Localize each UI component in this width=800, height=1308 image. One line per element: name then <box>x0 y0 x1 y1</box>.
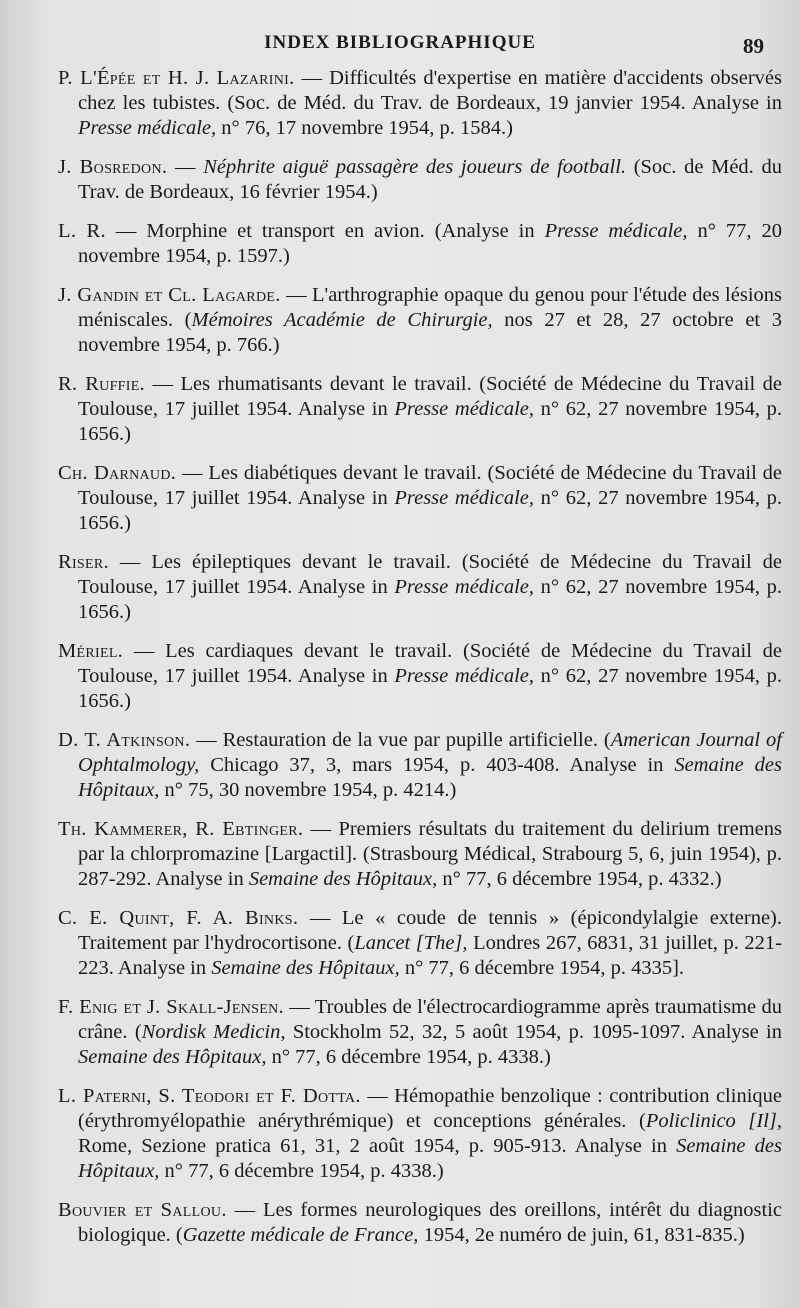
bibliography-entry <box>58 1198 782 1248</box>
bibliography-entry <box>58 66 782 141</box>
entry-text: n° 77, 6 décembre 1954, p. 4332.) <box>437 868 722 890</box>
entry-text: — <box>167 156 204 178</box>
entry-publication: Presse médicale, <box>544 220 688 242</box>
entry-author: P. L'Épée et H. J. Lazarini. <box>58 67 295 89</box>
entry-author: Ch. Darnaud. <box>58 462 177 484</box>
entry-publication: Gazette médicale de France, <box>182 1224 419 1246</box>
entry-text: — Les épileptiques devant le travail. (Société de Médecine du Travail de Toulouse, 17 juillet 1954. Analyse in <box>78 551 782 598</box>
entry-publication: Presse médicale, <box>394 487 535 509</box>
entry-text: 1954, 2e numéro de juin, 61, 831-835.) <box>418 1224 745 1246</box>
page-number: 89 <box>743 34 764 58</box>
bibliography-entry <box>58 155 782 205</box>
entry-publication: Presse médicale, <box>394 398 535 420</box>
entry-text: Londres 267, 6831, 31 juillet, p. 221-223. Analyse in <box>78 932 782 979</box>
entry-text: Chicago 37, 3, mars 1954, p. 403-408. Analyse in <box>199 754 675 776</box>
entry-author: D. T. Atkinson. <box>58 729 191 751</box>
entry-author: Mériel. <box>58 640 124 662</box>
entry-text: n° 77, 20 novembre 1954, p. 1597.) <box>78 220 783 267</box>
entry-publication: Lancet [The], <box>354 932 468 954</box>
page-header <box>0 28 800 58</box>
entry-publication: Presse médicale, <box>78 117 217 139</box>
entry-text: — Les rhumatisants devant le travail. (Société de Médecine du Travail de Toulouse, 17 juillet 1954. Analyse in <box>78 373 782 420</box>
entry-author: L. R. <box>58 220 106 242</box>
entry-publication: Presse médicale, <box>394 665 535 687</box>
bibliography-entry <box>58 639 782 714</box>
bibliography-list <box>58 66 782 1262</box>
bibliography-entry <box>58 817 782 892</box>
entry-text: — Restauration de la vue par pupille artificielle. ( <box>190 729 611 751</box>
entry-text: — Les formes neurologiques des oreillons, intérêt du diagnostic biologique. ( <box>78 1199 782 1246</box>
bibliography-entry <box>58 906 782 981</box>
entry-publication: Policlinico [Il], <box>645 1110 782 1132</box>
entry-publication: Semaine des Hôpitaux, <box>78 1046 267 1068</box>
entry-publication: Semaine des Hôpitaux, <box>78 1135 782 1182</box>
running-title: INDEX BIBLIOGRAPHIQUE <box>264 32 536 53</box>
entry-author: Th. Kammerer, R. Ebtinger. <box>58 818 304 840</box>
entry-text: — Hémopathie benzolique : contribution clinique (érythromyélopathie anérythrémique) et conceptions générales. ( <box>78 1085 782 1132</box>
bibliography-entry <box>58 461 782 536</box>
bibliography-entry <box>58 283 782 358</box>
bibliography-entry <box>58 372 782 447</box>
entry-author: R. Ruffie. <box>58 373 145 395</box>
bibliography-entry <box>58 550 782 625</box>
entry-publication: American Journal of Ophtalmology, <box>78 729 782 776</box>
entry-text: n° 62, 27 novembre 1954, p. 1656.) <box>78 398 782 445</box>
entry-text: — Le « coude de tennis » (épicondylalgie externe). Traitement par l'hydrocortisone. ( <box>78 907 782 954</box>
entry-text: — Morphine et transport en avion. (Analyse in <box>105 220 545 242</box>
entry-text: — L'arthrographie opaque du genou pour l'étude des lésions méniscales. ( <box>78 284 782 331</box>
entry-text: nos 27 et 28, 27 octobre et 3 novembre 1954, p. 766.) <box>78 309 782 356</box>
entry-title-italic: Néphrite aiguë passagère des joueurs de football. <box>203 156 627 178</box>
entry-publication: Mémoires Académie de Chirurgie, <box>191 309 493 331</box>
entry-text: — Troubles de l'électrocardiogramme après traumatisme du crâne. ( <box>78 996 782 1043</box>
entry-author: Riser. <box>58 551 109 573</box>
entry-author: Bouvier et Sallou. <box>58 1199 227 1221</box>
bibliography-entry <box>58 995 782 1070</box>
entry-text: n° 62, 27 novembre 1954, p. 1656.) <box>78 665 782 712</box>
entry-text: (Soc. de Méd. du Trav. de Bordeaux, 16 février 1954.) <box>78 156 782 203</box>
entry-publication: Semaine des Hôpitaux, <box>78 754 782 801</box>
entry-text: — Difficultés d'expertise en matière d'accidents observés chez les tubistes. (Soc. de Méd. du Trav. de Bordeaux, 19 janvier 1954. Analyse in <box>78 67 783 114</box>
entry-text: — Les diabétiques devant le travail. (Société de Médecine du Travail de Toulouse, 17 juillet 1954. Analyse in <box>78 462 783 509</box>
entry-author: J. Bosredon. <box>58 156 168 178</box>
entry-publication: Semaine des Hôpitaux, <box>211 957 400 979</box>
entry-text: n° 62, 27 novembre 1954, p. 1656.) <box>78 576 782 623</box>
entry-text: n° 77, 6 décembre 1954, p. 4335]. <box>399 957 685 979</box>
entry-text: Rome, Sezione pratica 61, 31, 2 août 1954, p. 905-913. Analyse in <box>78 1135 677 1157</box>
entry-author: C. E. Quint, F. A. Binks. <box>58 907 299 929</box>
entry-text: Stockholm 52, 32, 5 août 1954, p. 1095-1097. Analyse in <box>285 1021 783 1043</box>
bibliography-entry <box>58 219 782 269</box>
entry-publication: Nordisk Medicin, <box>141 1021 286 1043</box>
entry-text: n° 77, 6 décembre 1954, p. 4338.) <box>266 1046 551 1068</box>
entry-author: L. Paterni, S. Teodori et F. Dotta. <box>58 1085 361 1107</box>
entry-text: — Les cardiaques devant le travail. (Société de Médecine du Travail de Toulouse, 17 juillet 1954. Analyse in <box>78 640 782 687</box>
entry-author: F. Enig et J. Skall-Jensen. <box>58 996 284 1018</box>
entry-text: n° 75, 30 novembre 1954, p. 4214.) <box>159 779 457 801</box>
entry-text: n° 62, 27 novembre 1954, p. 1656.) <box>78 487 782 534</box>
bibliography-entry <box>58 1084 782 1184</box>
entry-publication: Presse médicale, <box>394 576 535 598</box>
entry-author: J. Gandin et Cl. Lagarde. <box>58 284 281 306</box>
entry-text: n° 77, 6 décembre 1954, p. 4338.) <box>159 1160 444 1182</box>
bibliography-entry <box>58 728 782 803</box>
entry-text: — Premiers résultats du traitement du delirium tremens par la chlorpromazine [Largactil]. (Strasbourg Médical, Strabourg 5, 6, juin 1954), p. 287-292. Analyse in <box>78 818 782 890</box>
entry-text: n° 76, 17 novembre 1954, p. 1584.) <box>216 117 514 139</box>
entry-publication: Semaine des Hôpitaux, <box>248 868 438 890</box>
